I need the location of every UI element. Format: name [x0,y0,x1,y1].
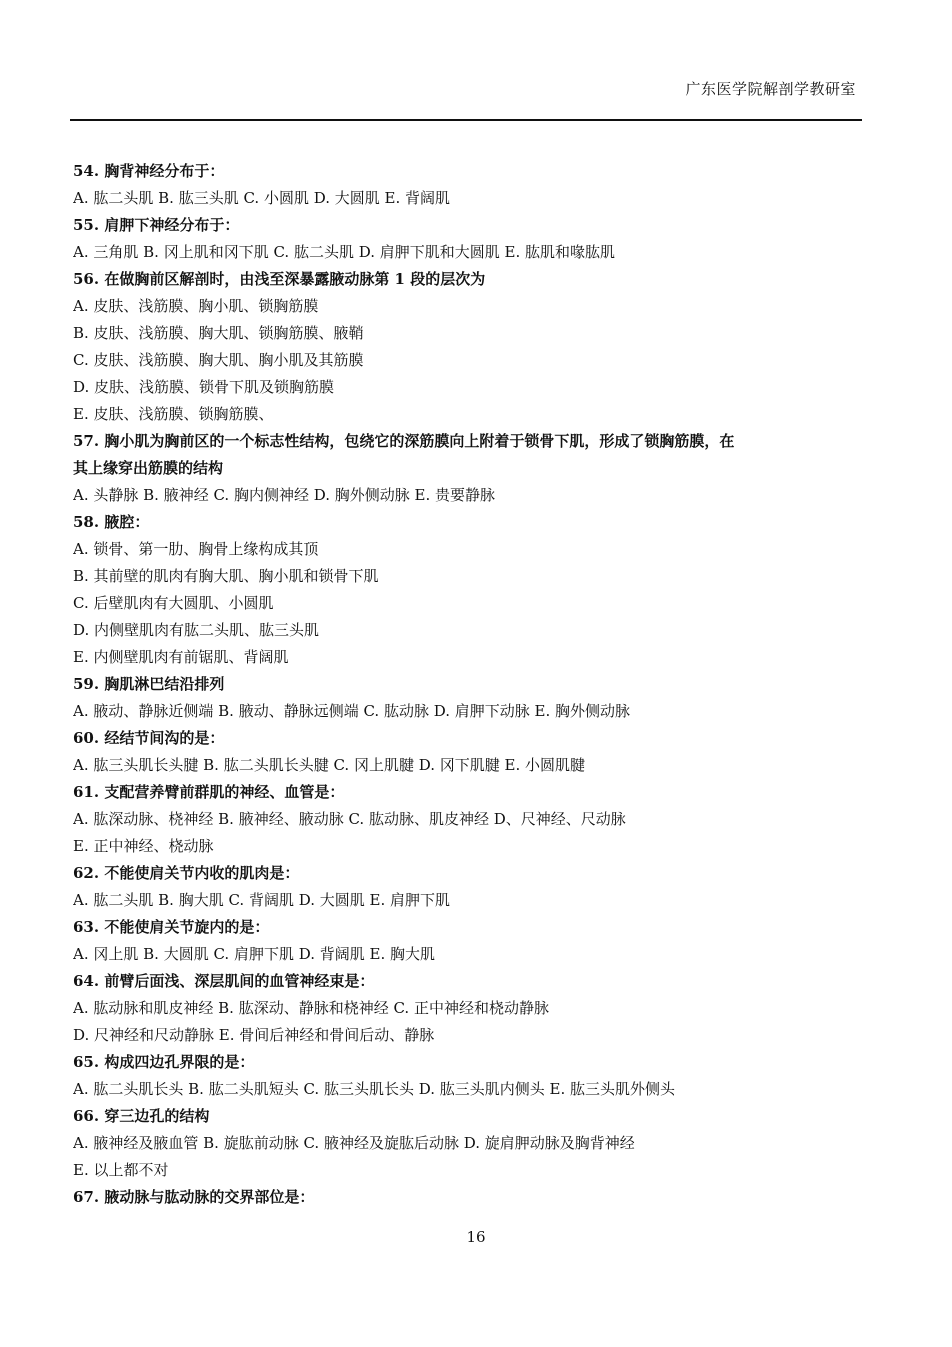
document-body [73,158,863,1211]
question-text: 59. 胸肌淋巴结沿排列 [73,675,225,693]
answer-options: A. 腋神经及腋血管 B. 旋肱前动脉 C. 腋神经及旋肱后动脉 D. 旋肩胛动脉及胸背神经 [73,1134,635,1152]
question-text: 56. 在做胸前区解剖时，由浅至深暴露腋动脉第 1 段的层次为 [73,270,486,288]
header-divider [70,119,862,121]
question-text: 54. 胸背神经分布于： [73,162,225,180]
question-text: 67. 腋动脉与肱动脉的交界部位是： [73,1188,315,1206]
question-text: 64. 前臂后面浅、深层肌间的血管神经束是： [73,972,375,990]
question-text: 其上缘穿出筋膜的结构 [73,459,224,477]
question-text: 63. 不能使肩关节旋内的是： [73,918,270,936]
answer-options: B. 其前壁的肌肉有胸大肌、胸小肌和锁骨下肌 [73,567,379,585]
answer-options: A. 皮肤、浅筋膜、胸小肌、锁胸筋膜 [73,297,319,315]
question-text: 65. 构成四边孔界限的是： [73,1053,255,1071]
question-text: 66. 穿三边孔的结构 [73,1107,210,1125]
answer-options: A. 三角肌 B. 冈上肌和冈下肌 C. 肱二头肌 D. 肩胛下肌和大圆肌 E. 肱肌和喙肱肌 [73,243,615,261]
answer-options: A. 头静脉 B. 腋神经 C. 胸内侧神经 D. 胸外侧动脉 E. 贵要静脉 [73,486,495,504]
page-number: 16 [466,1228,486,1246]
answer-options: C. 皮肤、浅筋膜、胸大肌、胸小肌及其筋膜 [73,351,364,369]
question-text: 61. 支配营养臂前群肌的神经、血管是： [73,783,345,801]
answer-options: E. 正中神经、桡动脉 [73,837,214,855]
answer-options: B. 皮肤、浅筋膜、胸大肌、锁胸筋膜、腋鞘 [73,324,364,342]
answer-options: E. 以上都不对 [73,1161,169,1179]
question-text: 60. 经结节间沟的是： [73,729,225,747]
answer-options: A. 锁骨、第一肋、胸骨上缘构成其顶 [73,540,319,558]
answer-options: D. 内侧壁肌肉有肱二头肌、肱三头肌 [73,621,320,639]
header-title: 广东医学院解剖学教研室 [685,80,856,98]
answer-options: C. 后壁肌肉有大圆肌、小圆肌 [73,594,274,612]
answer-options: E. 皮肤、浅筋膜、锁胸筋膜、 [73,405,274,423]
answer-options: D. 尺神经和尺动静脉 E. 骨间后神经和骨间后动、静脉 [73,1026,435,1044]
answer-options: A. 肱深动脉、桡神经 B. 腋神经、腋动脉 C. 肱动脉、肌皮神经 D、尺神经、尺动脉 [73,810,626,828]
answer-options: A. 腋动、静脉近侧端 B. 腋动、静脉远侧端 C. 肱动脉 D. 肩胛下动脉 E. 胸外侧动脉 [73,702,630,720]
question-text: 58. 腋腔： [73,513,150,531]
answer-options: E. 内侧壁肌肉有前锯肌、背阔肌 [73,648,289,666]
answer-options: A. 肱动脉和肌皮神经 B. 肱深动、静脉和桡神经 C. 正中神经和桡动静脉 [73,999,549,1017]
question-text: 55. 肩胛下神经分布于： [73,216,240,234]
question-text: 62. 不能使肩关节内收的肌肉是： [73,864,300,882]
question-text: 57. 胸小肌为胸前区的一个标志性结构，包绕它的深筋膜向上附着于锁骨下肌，形成了锁胸筋膜，在 [73,432,735,450]
answer-options: A. 肱二头肌 B. 肱三头肌 C. 小圆肌 D. 大圆肌 E. 背阔肌 [73,189,450,207]
answer-options: A. 肱二头肌长头 B. 肱二头肌短头 C. 肱三头肌长头 D. 肱三头肌内侧头 E. 肱三头肌外侧头 [73,1080,675,1098]
answer-options: D. 皮肤、浅筋膜、锁骨下肌及锁胸筋膜 [73,378,335,396]
answer-options: A. 肱二头肌 B. 胸大肌 C. 背阔肌 D. 大圆肌 E. 肩胛下肌 [73,891,450,909]
answer-options: A. 冈上肌 B. 大圆肌 C. 肩胛下肌 D. 背阔肌 E. 胸大肌 [73,945,435,963]
answer-options: A. 肱三头肌长头腱 B. 肱二头肌长头腱 C. 冈上肌腱 D. 冈下肌腱 E. 小圆肌腱 [73,756,585,774]
